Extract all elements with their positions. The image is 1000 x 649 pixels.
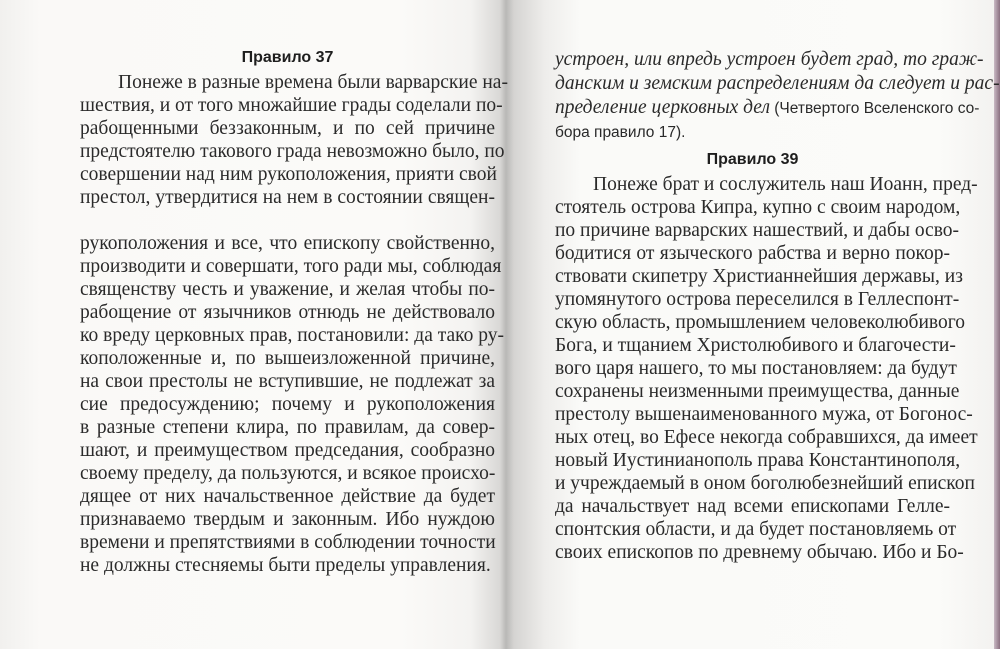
text-line: в разные степени клира, по правилам, да совер- — [80, 417, 495, 438]
text-line: стоятель острова Кипра, купно с своим народом, — [555, 197, 961, 218]
text-line: рукоположения и все, что епископу свойственно, — [80, 233, 495, 254]
left-page-rule-38 — [80, 0, 508, 649]
text-line: скую область, промышлением человеколюбивого — [555, 312, 965, 333]
book-cover-edge — [994, 0, 1000, 649]
text-line: коположенные и, по вышеизложенной причине, — [80, 348, 495, 369]
text-line: и учреждаемый в оном боголюбезнейший епископ — [555, 473, 975, 494]
italic-text: пределение церковных дел — [555, 97, 770, 118]
italic-text: устроен, или впредь устроен будет град, то граж- — [555, 49, 984, 70]
italic-text: данским и земским распределениям да следует и рас- — [555, 73, 1000, 94]
text-line: престолу вышенаименованного мужа, от Богонос- — [555, 404, 973, 425]
right-page — [555, 0, 1000, 649]
citation-text: бора правило 17). — [555, 124, 686, 141]
text-line: спонтския области, и да будет постановляемь от — [555, 519, 957, 540]
text-line: рабощение от язычников отнюдь не действовало — [80, 302, 495, 323]
text-line: Понеже брат и сослужитель наш Иоанн, пред- — [593, 174, 978, 195]
text-line: дящее от них начальственное действие да будет — [80, 486, 495, 507]
text-line: ко вреду церковных прав, постановили: да тако ру- — [80, 325, 504, 346]
text-line: вого царя нашего, то мы постановляем: да будут — [555, 358, 957, 379]
citation-text: (Четвертого Вселенского со- — [769, 100, 980, 117]
text-line: да начальствует над всеми епископами Гелле- — [555, 496, 950, 517]
text-line: бодитися от языческого рабства и верно покор- — [555, 243, 950, 264]
text-line: своих епископов по древнему обычаю. Ибо и Бо- — [555, 542, 964, 563]
text-line: по причине варварских нашествий, и дабы осво- — [555, 220, 960, 241]
text-line: ных отец, во Ефесе некогда собравшихся, да имеет — [555, 427, 978, 448]
text-line — [555, 49, 984, 71]
text-line: совершении над ним рукоположения, прияти свой — [80, 164, 497, 185]
text-line: священству честь и уважение, и желая чтобы по- — [80, 279, 495, 300]
text-line: сохранены неизменными преимущества, данные — [555, 381, 960, 402]
text-line: Бога, и тщанием Христолюбивого и благочести- — [555, 335, 956, 356]
text-line: производити и совершати, того ради мы, соблюдая — [80, 256, 502, 277]
text-line: времени и препятствиями в соблюдении точности — [80, 532, 496, 553]
text-line: рабощенными беззаконным, и по сей причине — [80, 118, 495, 139]
text-line: не должны стесняемы быти пределы управления. — [80, 555, 491, 576]
text-line: шествия, и от того множайшие грады соделали по- — [80, 95, 503, 116]
text-line: своему пределу, да пользуются, и всякое происхо- — [80, 463, 496, 484]
text-line: признаваемо твердым и законным. Ибо нуждою — [80, 509, 495, 530]
text-line: Понеже в разные времена были варварские на- — [118, 72, 508, 93]
text-line: на свои престолы не вступившие, не подлежат за — [80, 371, 495, 392]
text-line — [555, 73, 1000, 95]
text-line: ствовати скипетру Христианнейшия державы, из — [555, 266, 963, 287]
text-line: сие предосуждению; почему и рукоположения — [80, 394, 495, 415]
text-line — [555, 97, 980, 120]
text-line: новый Иустинианополь права Константинополя, — [555, 450, 961, 471]
text-line — [555, 121, 950, 144]
text-line: шают, и преимуществом председания, сообразно — [80, 440, 495, 461]
text-line: престол, утвердитися на нем в состоянии священ- — [80, 187, 495, 208]
text-line: предстоятелю такового града невозможно было, по — [80, 141, 505, 162]
heading-rule-37: Правило 37 — [241, 49, 334, 66]
text-line: упомянутого острова переселился в Геллеспонт- — [555, 289, 960, 310]
heading-rule-39: Правило 39 — [706, 151, 799, 168]
